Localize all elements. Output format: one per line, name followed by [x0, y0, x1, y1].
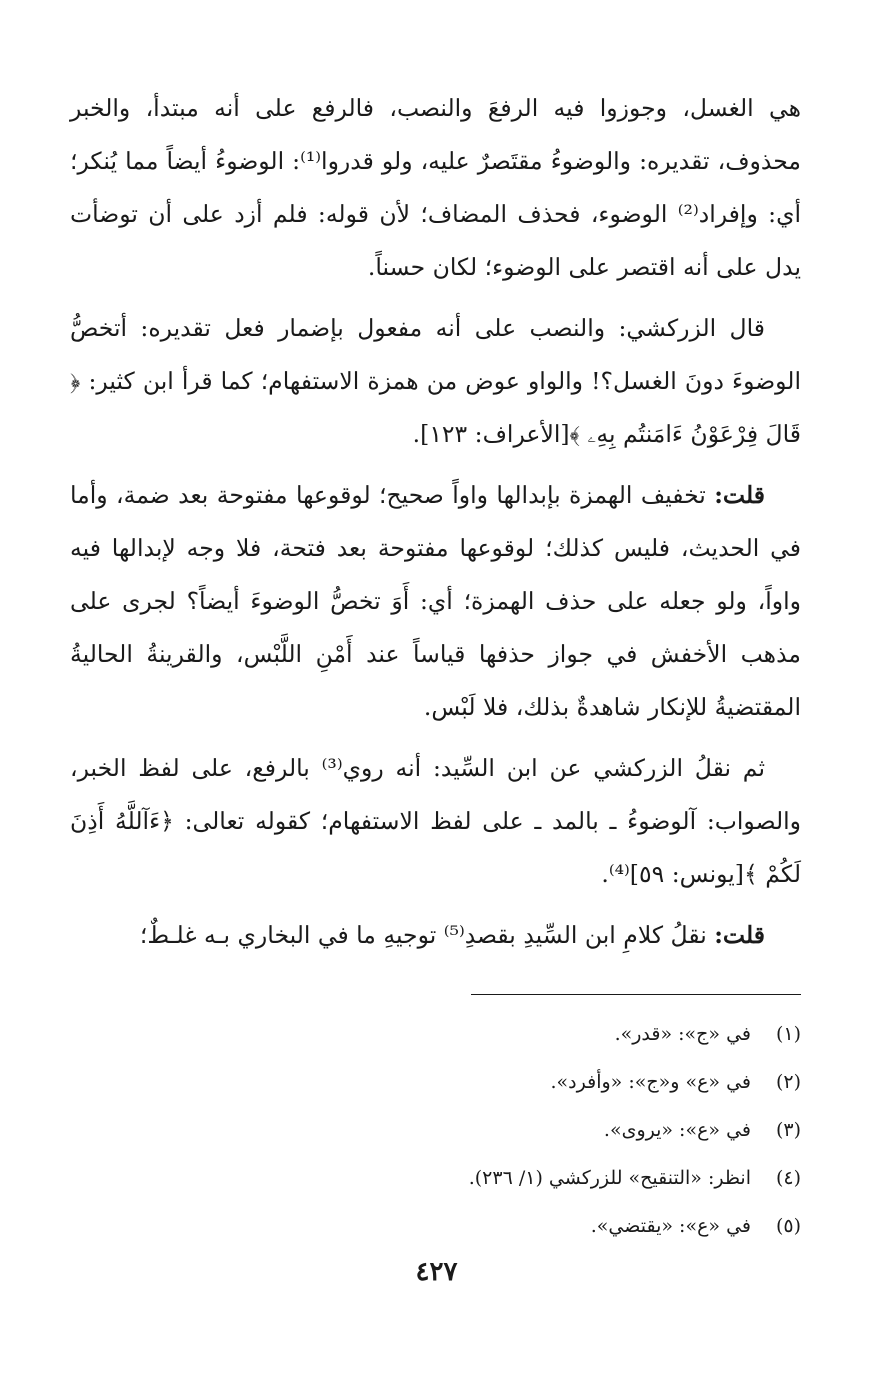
footnote-number: (٤) — [775, 1167, 801, 1189]
footnote-number: (٥) — [775, 1215, 801, 1237]
footnote-2 — [70, 1058, 801, 1106]
footnote-3 — [70, 1106, 801, 1154]
footnote-number: (٣) — [775, 1119, 801, 1141]
paragraph-2-text: قال الزركشي: والنصب على أنه مفعول بإضمار فعل تقديره: أتخصُّ الوضوءَ دونَ الغسل؟! والواو عوض من همزة الاستفهام؛ كما قرأ ابن كثير: ﴿ قَالَ فِرْعَوْنُ ءَامَنتُم بِهِۦ ﴾[الأعراف: ١٢٣]. — [70, 314, 801, 448]
paragraph-5 — [70, 909, 801, 962]
footnote-text: في «ع» و«ج»: «وأفرد». — [550, 1071, 751, 1093]
paragraph-3-text: تخفيف الهمزة بإبدالها واواً صحيح؛ لوقوعها مفتوحة بعد ضمة، وأما في الحديث، فليس كذلك؛ لوقوعها مفتوحة بعد فتحة، فلا وجه لإبدالها فيه واواً، ولو جعله على حذف الهمزة؛ أي: أَوَ تخصُّ الوضوءَ أيضاً؟ لجرى على مذهب الأخفش في جواز حذفها قياساً عند أَمْنِ اللَّبْس، والقرينةُ الحاليةُ المقتضيةُ للإنكار شاهدةٌ بذلك، فلا لَبْس. — [70, 481, 801, 721]
page-number: ٤٢٧ — [415, 1257, 458, 1287]
paragraph-4-text: ثم نقلُ الزركشي عن ابن السِّيد: أنه روي⁽³⁾ بالرفع، على لفظ الخبر، والصواب: آلوضوءُ ـ بالمد ـ على لفظ الاستفهام؛ كقوله تعالى: ﴿ءَآللَّهُ أَذِنَ لَكُمْ ﴾[يونس: ٥٩]⁽⁴⁾. — [70, 754, 801, 888]
paragraph-3 — [70, 469, 801, 734]
paragraph-1 — [70, 82, 801, 294]
footnote-text: في «ع»: «يقتضي». — [590, 1215, 751, 1237]
paragraph-2 — [70, 302, 801, 461]
paragraph-1-text: هي الغسل، وجوزوا فيه الرفعَ والنصب، فالرفع على أنه مبتدأ، والخبر محذوف، تقديره: والوضوءُ مقتَصرٌ عليه، ولو قدروا⁽¹⁾: الوضوءُ أيضاً مما يُنكر؛ أي: وإفراد⁽²⁾ الوضوء، فحذف المضاف؛ لأن قوله: فلم أزد على أن توضأت يدل على أنه اقتصر على الوضوء؛ لكان حسناً. — [70, 94, 802, 281]
footnote-4 — [70, 1154, 801, 1202]
paragraph-5-lead: قلت: — [714, 921, 765, 949]
footnote-text: انظر: «التنقيح» للزركشي (١/ ٢٣٦). — [468, 1167, 751, 1189]
footnote-1 — [70, 1010, 801, 1058]
paragraph-4 — [70, 742, 801, 901]
main-text — [70, 82, 801, 970]
footnote-5 — [70, 1202, 801, 1250]
footnote-separator — [471, 994, 801, 995]
paragraph-3-lead: قلت: — [714, 481, 765, 509]
footnotes — [70, 1010, 801, 1250]
footnote-text: في «ع»: «يروى». — [603, 1119, 751, 1141]
footnote-number: (٢) — [775, 1071, 801, 1093]
footnote-number: (١) — [775, 1023, 801, 1045]
paragraph-5-text: نقلُ كلامِ ابن السِّيدِ بقصدِ⁽⁵⁾ توجيهِ ما في البخاري بـه غلـطٌ؛ — [139, 921, 715, 949]
footnote-text: في «ج»: «قدر». — [614, 1023, 751, 1045]
